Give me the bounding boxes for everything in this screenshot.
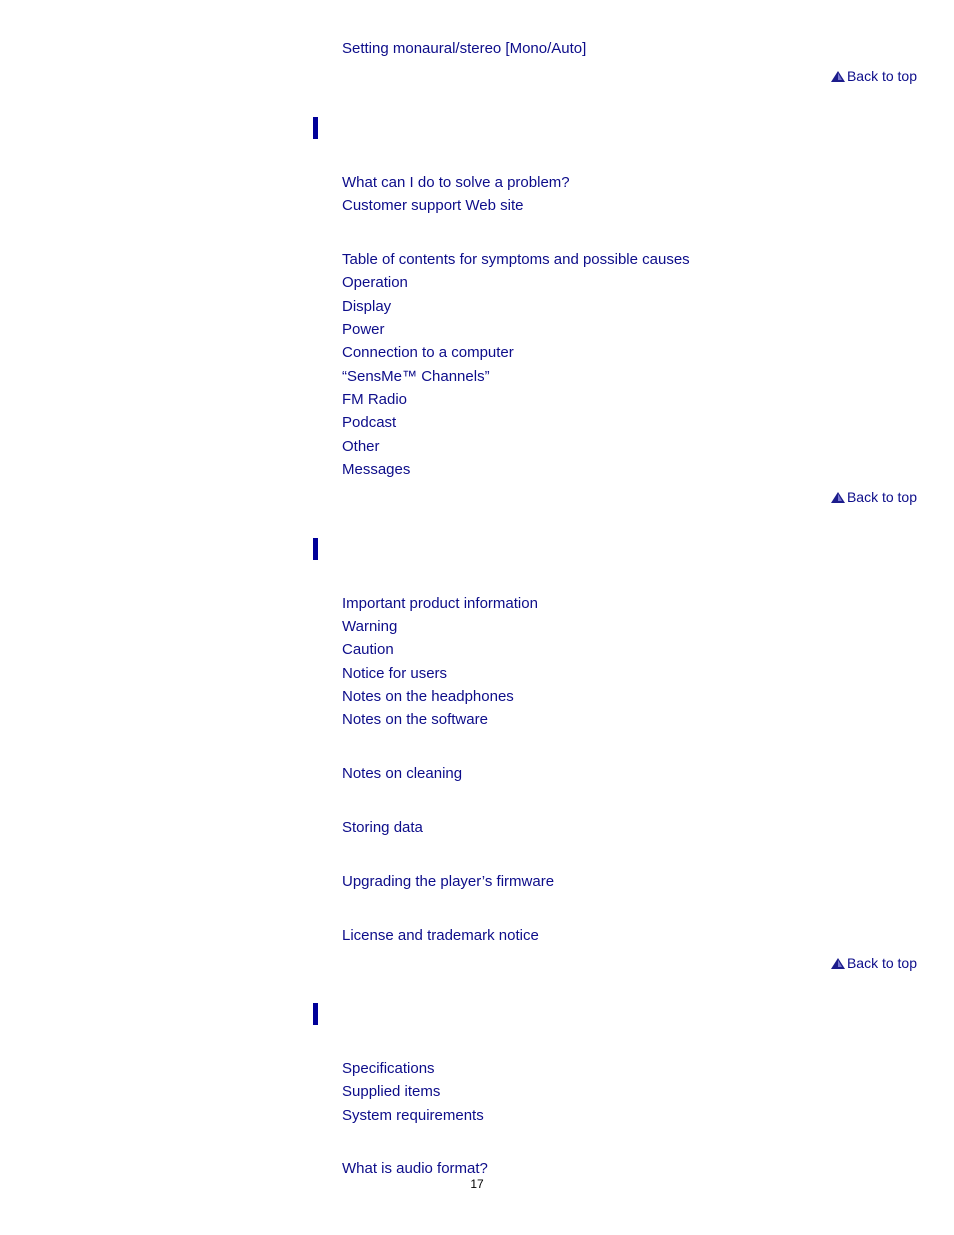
back-to-top-label: Back to top (846, 68, 917, 84)
back-to-top-label: Back to top (846, 955, 917, 971)
link-customer-support[interactable]: Customer support Web site (342, 197, 524, 214)
section-marker-bar (313, 1003, 318, 1025)
back-to-top-link[interactable] (831, 68, 917, 84)
link-what-is-audio-format[interactable]: What is audio format? (342, 1160, 488, 1177)
link-supplied-items[interactable]: Supplied items (342, 1083, 441, 1100)
link-display[interactable]: Display (342, 298, 392, 315)
triangle-up-icon (831, 492, 845, 503)
page-number: 17 (470, 1177, 484, 1191)
link-operation[interactable]: Operation (342, 274, 408, 291)
back-to-top-link[interactable] (831, 955, 917, 971)
link-messages[interactable]: Messages (342, 461, 411, 478)
link-setting-monaural-stereo[interactable]: Setting monaural/stereo [Mono/Auto] (342, 40, 587, 57)
link-specifications[interactable]: Specifications (342, 1060, 435, 1077)
link-important-product-information[interactable]: Important product information (342, 595, 538, 612)
link-license-trademark-notice[interactable]: License and trademark notice (342, 927, 539, 944)
link-fm-radio[interactable]: FM Radio (342, 391, 408, 408)
link-upgrading-firmware[interactable]: Upgrading the player’s firmware (342, 873, 555, 890)
triangle-up-icon (831, 958, 845, 969)
triangle-up-icon (831, 71, 845, 82)
link-table-of-contents-symptoms[interactable]: Table of contents for symptoms and possible causes (342, 251, 690, 268)
link-power[interactable]: Power (342, 321, 385, 338)
link-notes-on-software[interactable]: Notes on the software (342, 711, 488, 728)
link-warning[interactable]: Warning (342, 618, 398, 635)
link-other[interactable]: Other (342, 438, 380, 455)
link-notice-for-users[interactable]: Notice for users (342, 665, 448, 682)
link-notes-on-cleaning[interactable]: Notes on cleaning (342, 765, 463, 782)
link-what-can-i-do[interactable]: What can I do to solve a problem? (342, 174, 570, 191)
link-podcast[interactable]: Podcast (342, 414, 397, 431)
section-marker-bar (313, 117, 318, 139)
back-to-top-label: Back to top (846, 489, 917, 505)
link-storing-data[interactable]: Storing data (342, 819, 423, 836)
link-notes-on-headphones[interactable]: Notes on the headphones (342, 688, 514, 705)
link-caution[interactable]: Caution (342, 641, 394, 658)
back-to-top-link[interactable] (831, 489, 917, 505)
link-connection-to-computer[interactable]: Connection to a computer (342, 344, 514, 361)
link-system-requirements[interactable]: System requirements (342, 1107, 484, 1124)
link-sensme-channels[interactable]: “SensMe™ Channels” (342, 368, 490, 385)
section-marker-bar (313, 538, 318, 560)
